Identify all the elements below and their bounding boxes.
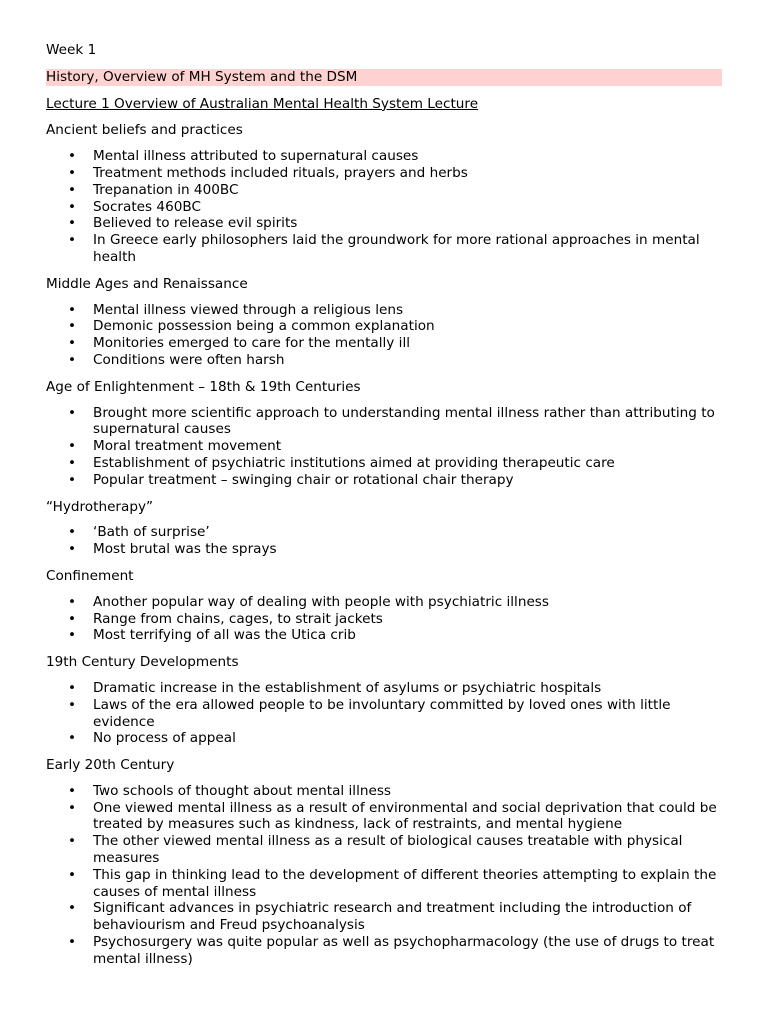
bullet-list (46, 524, 722, 558)
bullet-item: • One viewed mental illness as a result of environmental and social deprivation that could be treated by measures such as kindness, lack of restraints, and mental hygiene (46, 800, 722, 834)
bullet-item: • Trepanation in 400BC (46, 182, 722, 199)
section-heading: Confinement (46, 567, 134, 584)
bullet-item: • The other viewed mental illness as a result of biological causes treatable with physical measures (46, 833, 722, 867)
bullet-list (46, 148, 722, 266)
section-heading: Ancient beliefs and practices (46, 122, 243, 139)
bullet-item: • Range from chains, cages, to strait jackets (46, 611, 722, 628)
section-heading: “Hydrotherapy” (46, 498, 154, 515)
bullet-item: • Significant advances in psychiatric research and treatment including the introduction of behaviourism and Freud psychoanalysis (46, 900, 722, 934)
bullet-item: • Popular treatment – swinging chair or rotational chair therapy (46, 472, 722, 489)
week-label: Week 1 (46, 42, 97, 58)
section-confinement (46, 568, 722, 644)
bullet-item: • Moral treatment movement (46, 438, 722, 455)
bullet-item: • Demonic possession being a common explanation (46, 318, 722, 335)
bullet-list (46, 405, 722, 489)
bullet-item: • Socrates 460BC (46, 199, 722, 216)
bullet-list (46, 594, 722, 644)
section-19th-century (46, 654, 722, 747)
bullet-item: • This gap in thinking lead to the development of different theories attempting to explain the causes of mental illness (46, 867, 722, 901)
bullet-list (46, 680, 722, 747)
bullet-item: • In Greece early philosophers laid the groundwork for more rational approaches in mental health (46, 232, 722, 266)
bullet-item: • Psychosurgery was quite popular as well as psychopharmacology (the use of drugs to treat mental illness) (46, 934, 722, 968)
bullet-item: • Most terrifying of all was the Utica crib (46, 627, 722, 644)
section-heading: Early 20th Century (46, 757, 175, 774)
bullet-item: • Laws of the era allowed people to be involuntary committed by loved ones with little evidence (46, 697, 722, 731)
bullet-item: • Two schools of thought about mental illness (46, 783, 722, 800)
document-body (46, 42, 722, 978)
bullet-item: • ‘Bath of surprise’ (46, 524, 722, 541)
section-early-20th-century (46, 757, 722, 968)
bullet-list (46, 783, 722, 968)
section-middle-ages (46, 276, 722, 369)
bullet-item: • Monitories emerged to care for the mentally ill (46, 335, 722, 352)
section-hydrotherapy (46, 499, 722, 558)
section-heading: Middle Ages and Renaissance (46, 275, 248, 292)
highlighted-title: History, Overview of MH System and the DSM (46, 69, 722, 86)
lecture-title: Lecture 1 Overview of Australian Mental Health System Lecture (46, 95, 479, 112)
section-ancient-beliefs (46, 122, 722, 265)
bullet-item: • Brought more scientific approach to understanding mental illness rather than attributing to supernatural causes (46, 405, 722, 439)
bullet-item: • Establishment of psychiatric institutions aimed at providing therapeutic care (46, 455, 722, 472)
bullet-item: • No process of appeal (46, 730, 722, 747)
bullet-list (46, 302, 722, 369)
bullet-item: • Another popular way of dealing with people with psychiatric illness (46, 594, 722, 611)
bullet-item: • Mental illness viewed through a religious lens (46, 302, 722, 319)
bullet-item: • Dramatic increase in the establishment of asylums or psychiatric hospitals (46, 680, 722, 697)
bullet-item: • Believed to release evil spirits (46, 215, 722, 232)
bullet-item: • Most brutal was the sprays (46, 541, 722, 558)
section-heading: 19th Century Developments (46, 654, 239, 671)
bullet-item: • Conditions were often harsh (46, 352, 722, 369)
bullet-item: • Mental illness attributed to supernatural causes (46, 148, 722, 165)
bullet-item: • Treatment methods included rituals, prayers and herbs (46, 165, 722, 182)
section-enlightenment (46, 379, 722, 489)
section-heading: Age of Enlightenment – 18th & 19th Centuries (46, 378, 361, 395)
